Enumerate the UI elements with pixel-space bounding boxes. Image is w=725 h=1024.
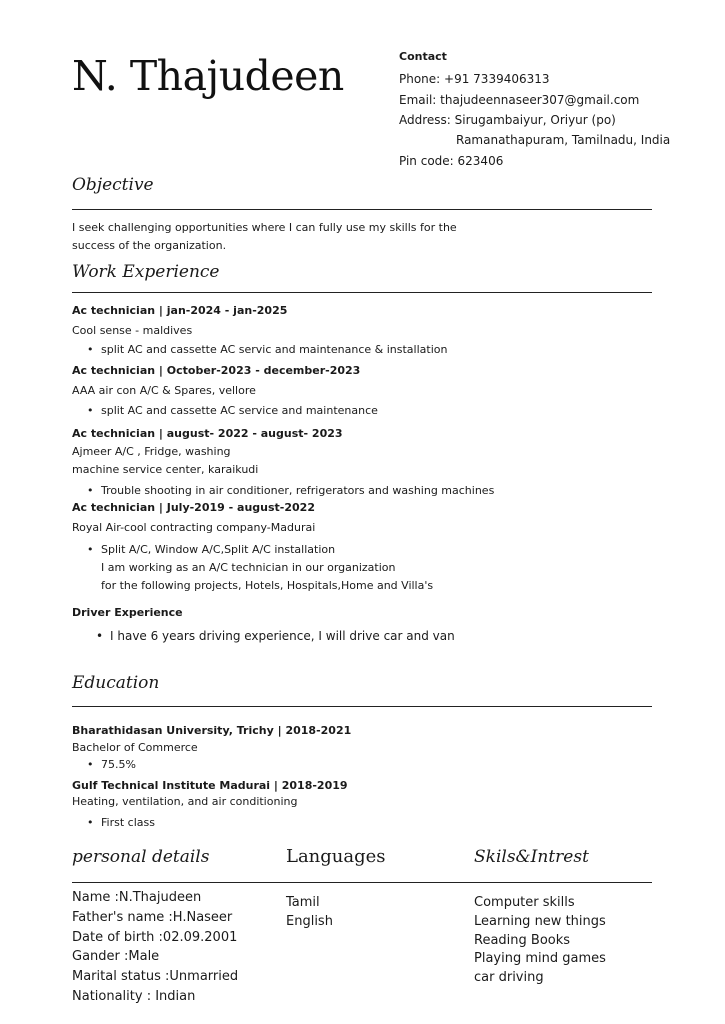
skill-item: Reading Books	[474, 933, 571, 948]
language-item: English	[286, 914, 333, 929]
skill-item: Computer skills	[474, 895, 575, 910]
education-bullet: • 75.5%	[101, 758, 136, 771]
driver-experience-heading: Driver Experience	[72, 606, 183, 619]
personal-detail-line: Nationality : Indian	[72, 989, 196, 1004]
education-divider	[72, 706, 652, 707]
job-bullet: • split AC and cassette AC service and maintenance	[101, 404, 378, 417]
education-degree: Heating, ventilation, and air conditioning	[72, 795, 298, 808]
job-title: Ac technician | July-2019 - august-2022	[72, 501, 315, 514]
education-title: Bharathidasan University, Trichy | 2018-2021	[72, 724, 352, 737]
education-heading: Education	[72, 673, 160, 693]
skill-item: car driving	[474, 970, 544, 985]
contact-address: Address: Sirugambaiyur, Oriyur (po)	[399, 113, 616, 127]
job-company: AAA air con A/C & Spares, vellore	[72, 384, 256, 397]
driver-bullet: • I have 6 years driving experience, I will drive car and van	[110, 629, 455, 643]
contact-pincode: Pin code: 623406	[399, 154, 504, 168]
job-bullet: • split AC and cassette AC servic and maintenance & installation	[101, 343, 447, 356]
skill-item: Playing mind games	[474, 951, 606, 966]
job-title: Ac technician | October-2023 - december-2023	[72, 364, 361, 377]
contact-phone: Phone: +91 7339406313	[399, 72, 550, 86]
job-company: Royal Air-cool contracting company-Madurai	[72, 521, 316, 534]
language-item: Tamil	[286, 895, 320, 910]
job-bullet: • Trouble shooting in air conditioner, refrigerators and washing machines	[101, 484, 494, 497]
bottom-divider	[72, 882, 652, 883]
job-company: machine service center, karaikudi	[72, 463, 259, 476]
personal-detail-line: Name :N.Thajudeen	[72, 890, 202, 905]
education-title: Gulf Technical Institute Madurai | 2018-2019	[72, 779, 348, 792]
contact-heading: Contact	[399, 50, 447, 63]
work-divider	[72, 292, 652, 293]
skill-item: Learning new things	[474, 914, 606, 929]
personal-detail-line: Gander :Male	[72, 949, 160, 964]
contact-address-line2: Ramanathapuram, Tamilnadu, India	[456, 133, 671, 147]
job-title: Ac technician | august- 2022 - august- 2023	[72, 427, 343, 440]
education-bullet: • First class	[101, 816, 155, 829]
objective-heading: Objective	[72, 175, 154, 195]
languages-heading: Languages	[286, 846, 386, 867]
job-bullet-continued: I am working as an A/C technician in our organization	[101, 561, 396, 574]
skills-heading: Skils&Intrest	[474, 847, 589, 867]
personal-detail-line: Marital status :Unmarried	[72, 969, 239, 984]
contact-email: Email: thajudeennaseer307@gmail.com	[399, 93, 640, 107]
candidate-name: N. Thajudeen	[72, 52, 344, 100]
objective-text-line1: I seek challenging opportunities where I can fully use my skills for the	[72, 221, 457, 234]
job-bullet-continued: for the following projects, Hotels, Hospitals,Home and Villa's	[101, 579, 434, 592]
education-degree: Bachelor of Commerce	[72, 741, 198, 754]
work-experience-heading: Work Experience	[72, 262, 220, 282]
objective-text-line2: success of the organization.	[72, 239, 227, 252]
job-bullet: • Split A/C, Window A/C,Split A/C installation	[101, 543, 335, 556]
personal-details-heading: personal details	[72, 847, 210, 867]
personal-detail-line: Father's name :H.Naseer	[72, 910, 233, 925]
objective-divider	[72, 209, 652, 210]
job-company: Ajmeer A/C , Fridge, washing	[72, 445, 231, 458]
personal-detail-line: Date of birth :02.09.2001	[72, 930, 238, 945]
job-title: Ac technician | jan-2024 - jan-2025	[72, 304, 288, 317]
job-company: Cool sense - maldives	[72, 324, 193, 337]
